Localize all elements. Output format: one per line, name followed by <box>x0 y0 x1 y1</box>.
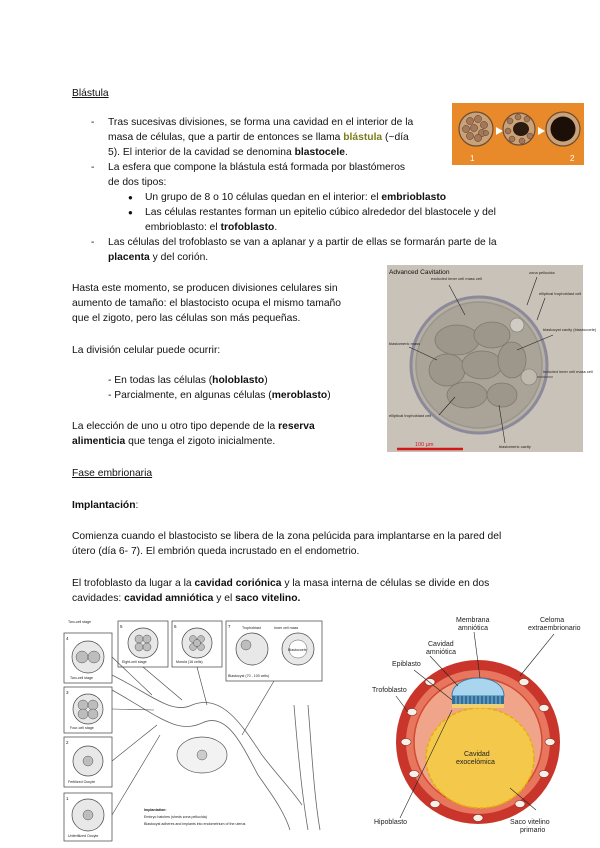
svg-text:Cavidad: Cavidad <box>464 751 490 758</box>
bullet-icon: ● <box>128 208 133 217</box>
svg-text:4: 4 <box>66 636 69 641</box>
svg-text:Blastocoele: Blastocoele <box>288 648 307 652</box>
bilaminar-embryo-diagram <box>360 612 596 842</box>
svg-text:Trophoblast: Trophoblast <box>242 626 261 630</box>
list-item: - En todas las células (holoblasto) <box>108 375 268 386</box>
svg-text:exocelómica: exocelómica <box>456 759 495 766</box>
list-dash: - <box>91 162 95 173</box>
svg-text:Membrana: Membrana <box>456 617 490 624</box>
svg-text:Eight-cell stage: Eight-cell stage <box>122 660 147 664</box>
svg-text:Morula (16 cells): Morula (16 cells) <box>176 660 203 664</box>
svg-text:Embryo hatches (sheds zona pel: Embryo hatches (sheds zona pellucida) <box>144 815 207 819</box>
svg-text:Fertilized Oocyte: Fertilized Oocyte <box>68 780 95 784</box>
svg-text:Inner cell mass: Inner cell mass <box>274 626 299 630</box>
svg-text:1: 1 <box>66 796 69 801</box>
figure-label-1: 1 <box>470 154 475 163</box>
paragraph-line: Hasta este momento, se producen divisiones celulares sin <box>72 283 338 294</box>
paragraph-line: alimenticia que tenga el zigoto inicialmente. <box>72 436 276 447</box>
svg-text:Saco vitelino: Saco vitelino <box>510 819 550 826</box>
paragraph-line: de dos tipos: <box>108 177 167 188</box>
svg-text:Unfertilized Oocyte: Unfertilized Oocyte <box>68 834 99 838</box>
svg-text:Two-cell stage: Two-cell stage <box>68 620 91 624</box>
section-heading-embryo: Fase embrionaria <box>72 468 153 479</box>
svg-text:Four-cell stage: Four-cell stage <box>70 726 94 730</box>
svg-text:blastomeric cavity: blastomeric cavity <box>499 444 531 449</box>
svg-text:blastomeric mass: blastomeric mass <box>389 341 421 346</box>
svg-text:3: 3 <box>66 690 69 695</box>
svg-text:elliptical trophoblast cell: elliptical trophoblast cell <box>539 291 582 296</box>
svg-text:Epiblasto: Epiblasto <box>392 661 421 668</box>
svg-text:Celoma: Celoma <box>540 617 565 624</box>
svg-text:excluded inner cell mass cell: excluded inner cell mass cell <box>431 276 482 281</box>
list-dash: - <box>91 237 95 248</box>
svg-text:2: 2 <box>66 740 69 745</box>
svg-text:Blastocyst (70 - 100 cells): Blastocyst (70 - 100 cells) <box>228 674 270 678</box>
list-dash: - <box>91 117 95 128</box>
paragraph-line: aumento de tamaño: el blastocisto ocupa el mismo tamaño <box>72 298 342 309</box>
bullet-line: Las células restantes forman un epitelio cúbico alrededor del blastocele y del <box>145 207 496 218</box>
svg-text:Two-cell stage: Two-cell stage <box>70 676 93 680</box>
svg-text:6: 6 <box>174 624 177 629</box>
svg-text:elliptical trophoblast cell: elliptical trophoblast cell <box>389 413 432 418</box>
paragraph-line: 5). El interior de la cavidad se denomina blastocele. <box>108 147 348 158</box>
paragraph-line: Las células del trofoblasto se van a aplanar y a partir de ellas se formarán parte de la <box>108 237 497 248</box>
blastula-formation-figure <box>452 103 584 165</box>
section-heading-blastula: Blástula <box>72 88 109 99</box>
bullet-icon: ● <box>128 193 133 202</box>
paragraph-line: Tras sucesivas divisiones, se forma una cavidad en el interior de la <box>108 117 414 128</box>
implantation-diagram <box>62 615 324 843</box>
paragraph-line: El trofoblasto da lugar a la cavidad coriónica y la masa interna de células se divide en dos <box>72 578 490 589</box>
bullet-line: Un grupo de 8 o 10 células quedan en el interior: el embrioblasto <box>145 192 447 203</box>
blastocyst-micrograph <box>387 265 597 452</box>
paragraph-line: cavidades: cavidad amniótica y el saco vitelino. <box>72 593 301 604</box>
paragraph-line: Comienza cuando el blastocisto se libera de la zona pelúcida para implantarse en la pared del <box>72 531 502 542</box>
subheading-implantation: Implantación: <box>72 500 139 511</box>
svg-text:blastocyst cavity (blastocoele: blastocyst cavity (blastocoele) <box>543 327 597 332</box>
micrograph-title: Advanced Cavitation <box>389 269 450 276</box>
svg-text:primario: primario <box>520 827 546 834</box>
svg-text:zona pellucida: zona pellucida <box>529 270 555 275</box>
svg-text:extraembrionario: extraembrionario <box>528 625 581 632</box>
svg-text:included inner cell mass cell: included inner cell mass cell <box>543 369 593 374</box>
svg-text:Blastocyst adheres and implant: Blastocyst adheres and implants into endometrium of the uterus <box>144 822 246 826</box>
paragraph-line: La división celular puede ocurrir: <box>72 345 221 356</box>
paragraph-line: La esfera que compone la blástula está formada por blastómeros <box>108 162 406 173</box>
svg-text:Hipoblasto: Hipoblasto <box>374 819 408 826</box>
figure-label-2: 2 <box>570 154 575 163</box>
bullet-line: embrioblasto: el trofoblasto. <box>145 222 278 233</box>
svg-text:7: 7 <box>228 624 231 629</box>
scale-bar-label: 100 µm <box>415 442 434 448</box>
svg-text:amniótica: amniótica <box>426 649 456 656</box>
paragraph-line: que el zigoto, pero las células son más pequeñas. <box>72 313 301 324</box>
svg-text:5: 5 <box>120 624 123 629</box>
svg-text:Implantation:: Implantation: <box>144 808 167 812</box>
svg-text:amniótica: amniótica <box>458 625 488 632</box>
svg-text:Cavidad: Cavidad <box>428 641 454 648</box>
paragraph-line: útero (día 6- 7). El embrión queda incrustado en el endometrio. <box>72 546 360 557</box>
list-item: - Parcialmente, en algunas células (meroblasto) <box>108 390 331 401</box>
paragraph-line: masa de células, que a partir de entonces se llama blástula (~día <box>108 132 409 143</box>
paragraph-line: placenta y del corión. <box>108 252 209 263</box>
svg-text:Trofoblasto: Trofoblasto <box>372 687 407 694</box>
paragraph-line: La elección de uno u otro tipo depende de la reserva <box>72 421 315 432</box>
